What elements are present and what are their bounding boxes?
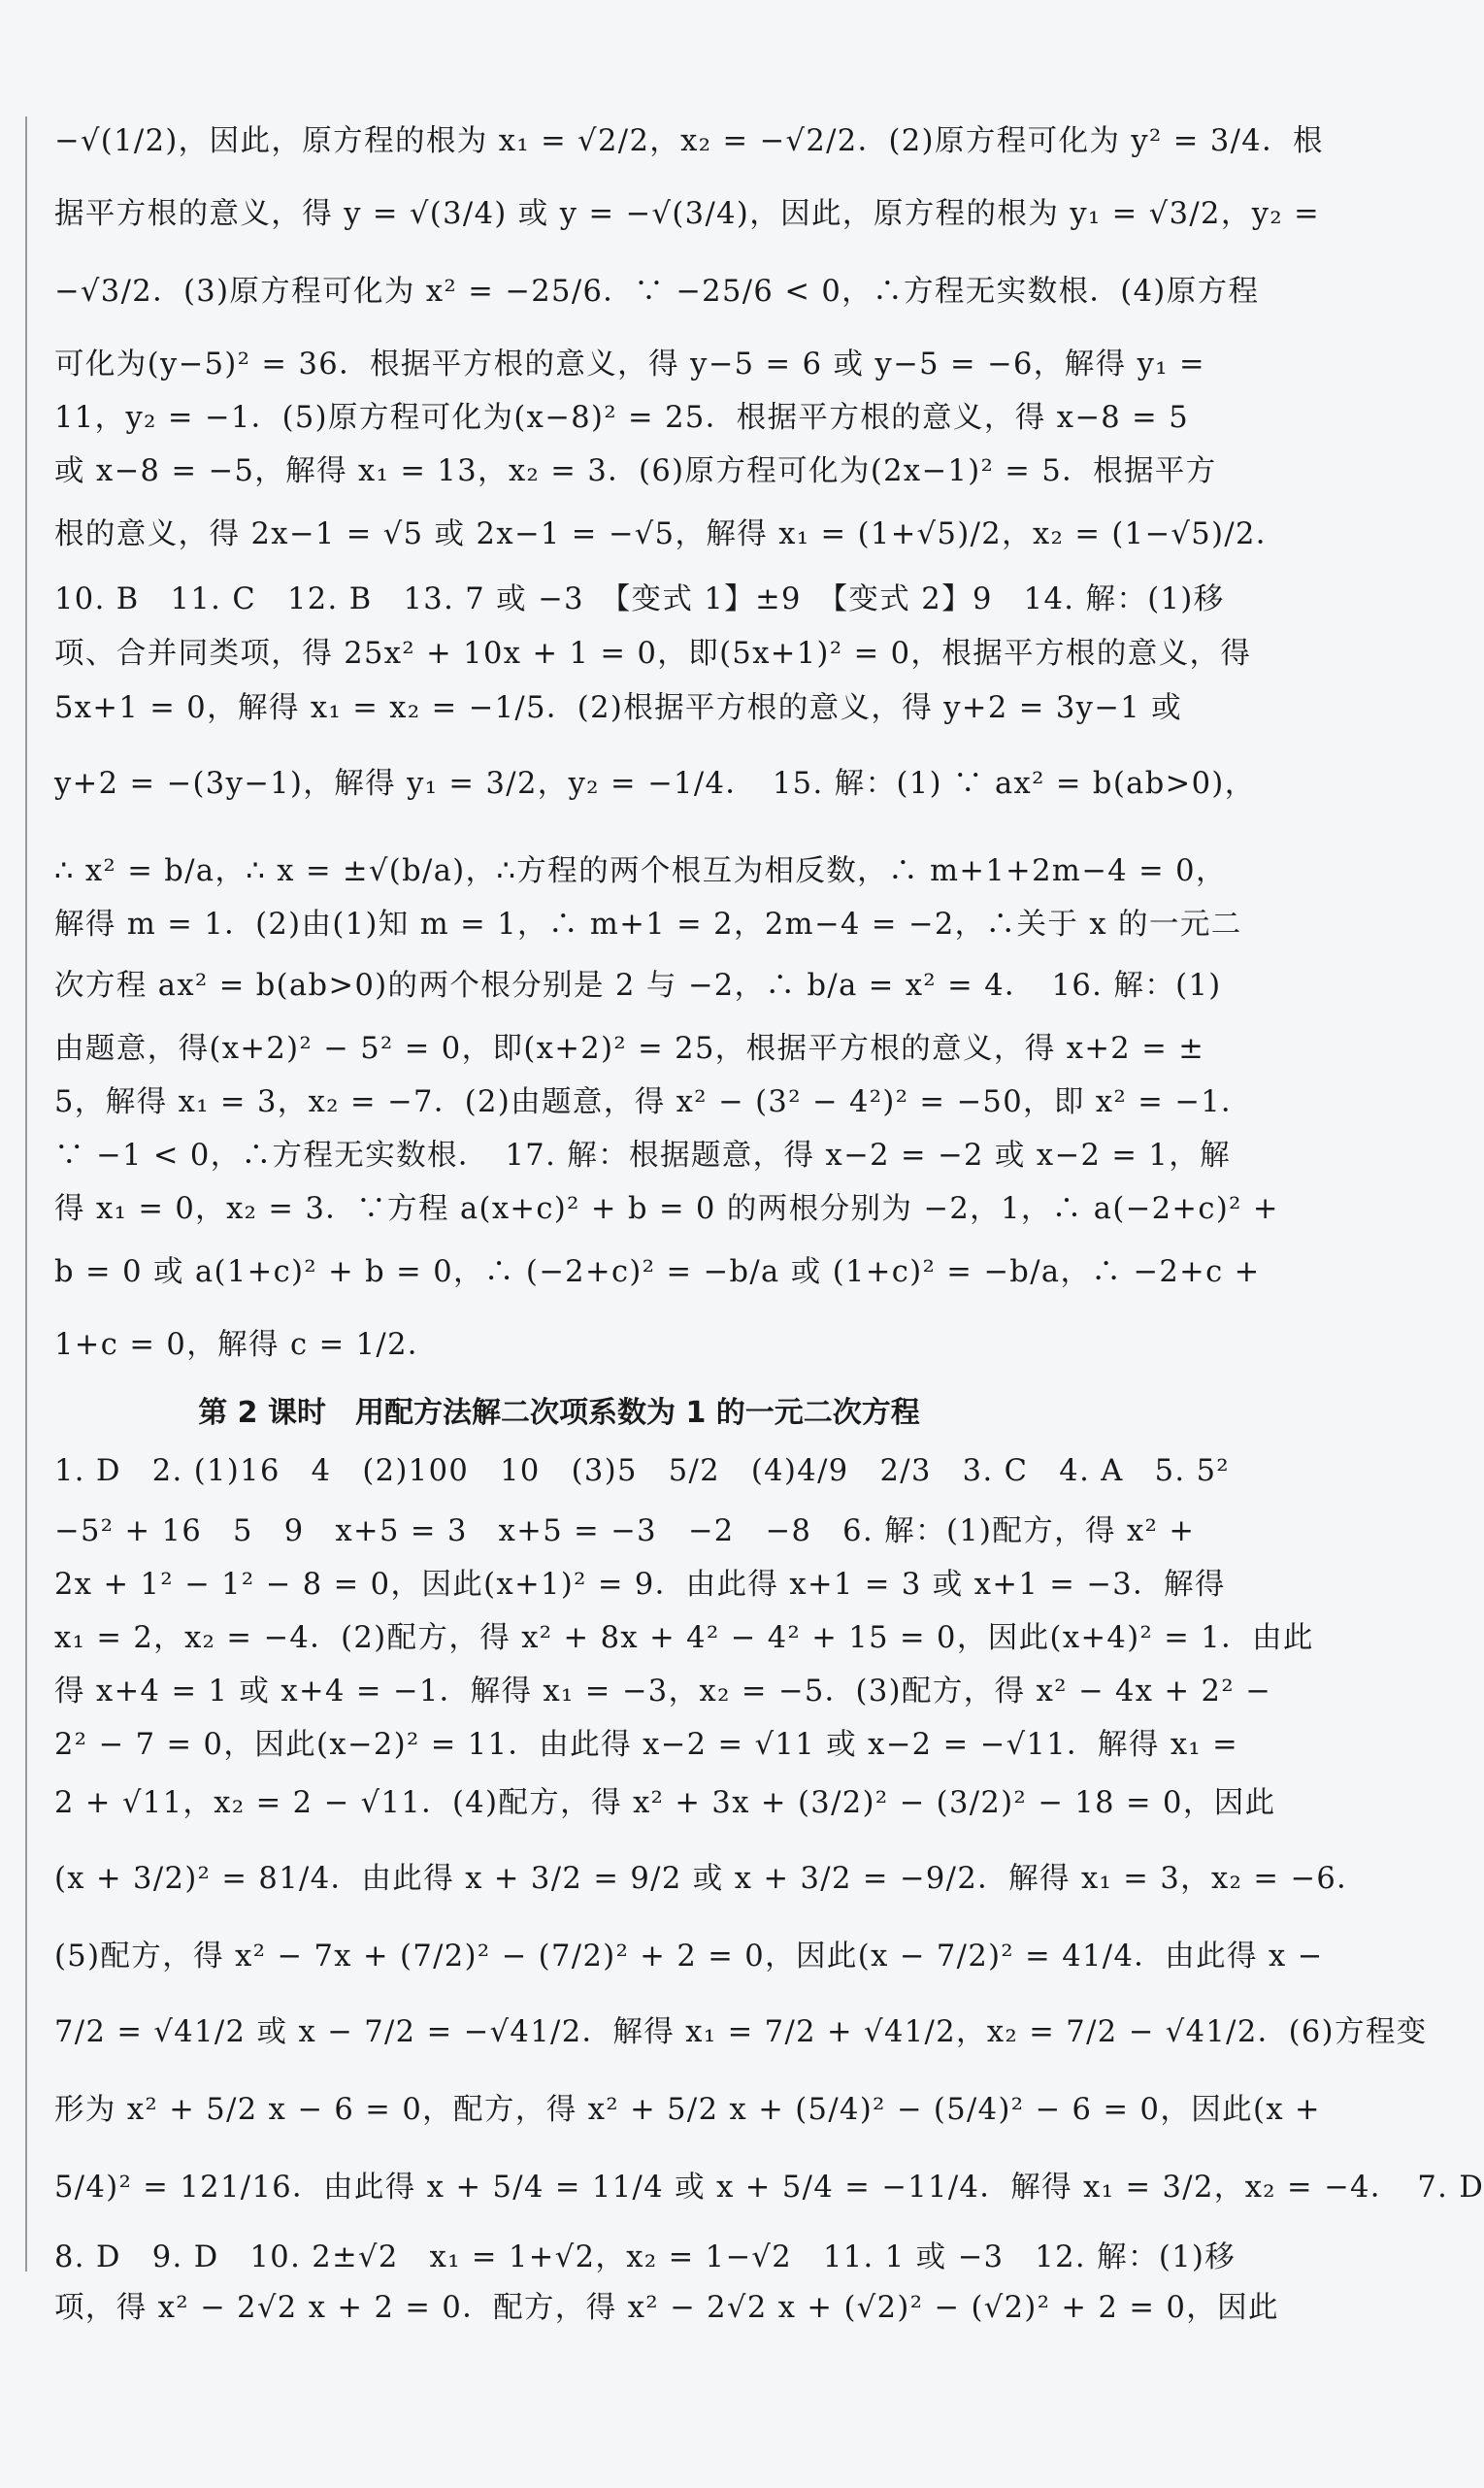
text-line: 次方程 ax² = b(ab>0)的两个根分别是 2 与 −2，∴ b/a = x² = 4． 16. 解：(1) (54, 969, 1222, 1003)
text-line: 据平方根的意义，得 y = √(3/4) 或 y = −√(3/4)，因此，原方程的根为 y₁ = √3/2，y₂ = (54, 197, 1321, 231)
text-line: 5，解得 x₁ = 3，x₂ = −7．(2)由题意，得 x² − (3² − 4²)² = −50，即 x² = −1． (54, 1085, 1252, 1119)
text-line: 项、合并同类项，得 25x² + 10x + 1 = 0，即(5x+1)² = 0，根据平方根的意义，得 (54, 637, 1252, 671)
text-line: ∵ −1 < 0，∴方程无实数根． 17. 解：根据题意，得 x−2 = −2 或 x−2 = 1，解 (54, 1139, 1232, 1173)
text-line: 5x+1 = 0，解得 x₁ = x₂ = −1/5．(2)根据平方根的意义，得 y+2 = 3y−1 或 (54, 691, 1183, 725)
text-line: 由题意，得(x+2)² − 5² = 0，即(x+2)² = 25，根据平方根的意义，得 x+2 = ± (54, 1032, 1205, 1066)
text-line: b = 0 或 a(1+c)² + b = 0，∴ (−2+c)² = −b/a 或 (1+c)² = −b/a，∴ −2+c + (54, 1255, 1261, 1289)
text-line: 解得 m = 1．(2)由(1)知 m = 1，∴ m+1 = 2，2m−4 = −2，∴关于 x 的一元二 (54, 908, 1242, 942)
text-line: 8. D 9. D 10. 2±√2 x₁ = 1+√2，x₂ = 1−√2 11. 1 或 −3 12. 解：(1)移 (54, 2240, 1237, 2274)
text-line: 2² − 7 = 0，因此(x−2)² = 11．由此得 x−2 = √11 或 x−2 = −√11．解得 x₁ = (54, 1728, 1239, 1762)
text-line: 2x + 1² − 1² − 8 = 0，因此(x+1)² = 9．由此得 x+1 = 3 或 x+1 = −3．解得 (54, 1568, 1226, 1602)
text-line: 根的意义，得 2x−1 = √5 或 2x−1 = −√5，解得 x₁ = (1+√5)/2，x₂ = (1−√5)/2． (54, 517, 1287, 551)
text-line: 得 x+4 = 1 或 x+4 = −1．解得 x₁ = −3，x₂ = −5．(3)配方，得 x² − 4x + 2² − (54, 1675, 1272, 1708)
text-line: ∴ x² = b/a，∴ x = ±√(b/a)，∴方程的两个根互为相反数，∴ m+1+2m−4 = 0， (54, 854, 1227, 888)
text-line: 11，y₂ = −1．(5)原方程可化为(x−8)² = 25．根据平方根的意义，得 x−8 = 5 (54, 401, 1190, 435)
text-line: 5/4)² = 121/16．由此得 x + 5/4 = 11/4 或 x + 5/4 = −11/4．解得 x₁ = 3/2，x₂ = −4． 7. D (54, 2171, 1484, 2205)
text-line: −√3/2．(3)原方程可化为 x² = −25/6．∵ −25/6 < 0，∴方程无实数根．(4)原方程 (54, 275, 1260, 309)
text-line: 7/2 = √41/2 或 x − 7/2 = −√41/2．解得 x₁ = 7/2 + √41/2，x₂ = 7/2 − √41/2．(6)方程变 (54, 2015, 1428, 2049)
text-line: 10. B 11. C 12. B 13. 7 或 −3 【变式 1】±9 【变式 2】9 14. 解：(1)移 (54, 582, 1225, 616)
text-line: 或 x−8 = −5，解得 x₁ = 13，x₂ = 3．(6)原方程可化为(2x−1)² = 5．根据平方 (54, 454, 1217, 488)
text-line: y+2 = −(3y−1)，解得 y₁ = 3/2，y₂ = −1/4． 15. 解：(1) ∵ ax² = b(ab>0)， (54, 767, 1256, 801)
lesson-heading: 第 2 课时 用配方法解二次项系数为 1 的一元二次方程 (198, 1396, 920, 1430)
text-line: −√(1/2)，因此，原方程的根为 x₁ = √2/2，x₂ = −√2/2．(2)原方程可化为 y² = 3/4．根 (54, 124, 1324, 158)
text-line: 可化为(y−5)² = 36．根据平方根的意义，得 y−5 = 6 或 y−5 = −6，解得 y₁ = (54, 348, 1205, 381)
text-line: 1+c = 0，解得 c = 1/2． (54, 1328, 439, 1362)
text-line: 项，得 x² − 2√2 x + 2 = 0．配方，得 x² − 2√2 x + (√2)² − (√2)² + 2 = 0，因此 (54, 2291, 1279, 2325)
text-line: 2 + √11，x₂ = 2 − √11．(4)配方，得 x² + 3x + (3/2)² − (3/2)² − 18 = 0，因此 (54, 1786, 1276, 1820)
text-line: x₁ = 2，x₂ = −4．(2)配方，得 x² + 8x + 4² − 4² + 15 = 0，因此(x+4)² = 1．由此 (54, 1621, 1314, 1655)
text-line: 形为 x² + 5/2 x − 6 = 0，配方，得 x² + 5/2 x + (5/4)² − (5/4)² − 6 = 0，因此(x + (54, 2093, 1321, 2127)
text-line: (5)配方，得 x² − 7x + (7/2)² − (7/2)² + 2 = 0，因此(x − 7/2)² = 41/4．由此得 x − (54, 1940, 1324, 1974)
text-line: 1. D 2. (1)16 4 (2)100 10 (3)5 5/2 (4)4/9 2/3 3. C 4. A 5. 5² (54, 1454, 1231, 1488)
text-line: −5² + 16 5 9 x+5 = 3 x+5 = −3 −2 −8 6. 解：(1)配方，得 x² + (54, 1514, 1196, 1548)
text-line: 得 x₁ = 0，x₂ = 3．∵方程 a(x+c)² + b = 0 的两根分别为 −2，1，∴ a(−2+c)² + (54, 1192, 1279, 1226)
text-line: (x + 3/2)² = 81/4．由此得 x + 3/2 = 9/2 或 x + 3/2 = −9/2．解得 x₁ = 3，x₂ = −6． (54, 1862, 1369, 1896)
margin-rule (25, 116, 27, 2272)
